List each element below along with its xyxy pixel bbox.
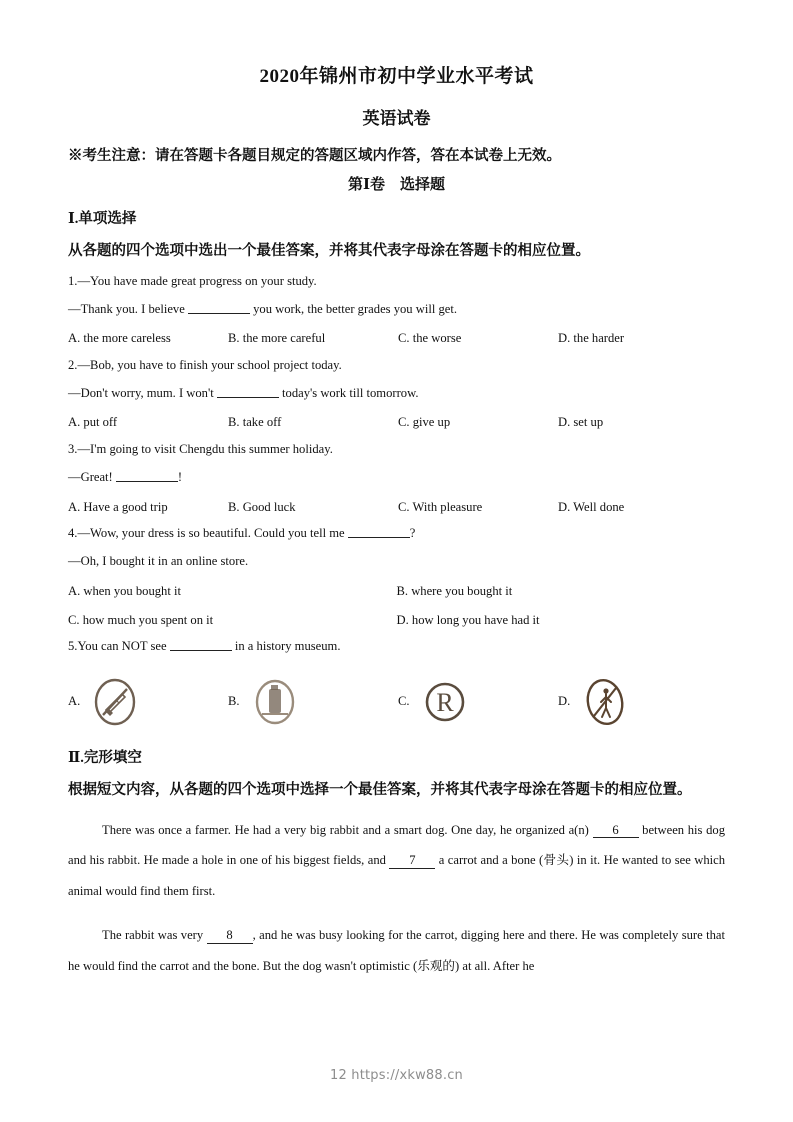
page-subtitle: 英语试卷 (362, 108, 431, 128)
question-4 (68, 515, 725, 628)
picture-option-a-label: A. (68, 694, 81, 709)
option-b[interactable]: B. the more careful (228, 331, 326, 346)
question-3 (68, 431, 725, 515)
option-c[interactable]: C. With pleasure (398, 499, 483, 514)
question-2-line-2 (68, 373, 725, 401)
page-footer: 12 https://xkw88.cn (330, 1068, 463, 1083)
question-3-options (68, 486, 725, 515)
question-5-post: in a history museum. (231, 639, 341, 654)
no-person-entry-sign (582, 677, 628, 727)
cloze-p1-seg3: a carrot and a bone (骨头) in it. He wanted to see which animal would find them first. (68, 853, 726, 898)
option-a[interactable]: A. when you bought it (68, 583, 181, 598)
option-c[interactable]: C. how much you spent on it (68, 612, 214, 627)
cloze-p2-seg1: The rabbit was very (102, 928, 207, 943)
part-title: 第Ⅰ卷 选择题 (347, 177, 446, 194)
section-one-heading: Ⅰ.单项选择 (68, 211, 137, 228)
option-c[interactable]: C. the worse (398, 331, 462, 346)
cloze-paragraph-2 (68, 906, 725, 981)
question-5-line-1 (68, 638, 725, 654)
question-5-picture-options (68, 655, 725, 733)
picture-option-c[interactable] (398, 677, 558, 727)
question-2-options (68, 401, 725, 430)
question-3-line-1: 3.—I'm going to visit Chengdu this summer holiday. (68, 441, 333, 456)
cloze-p2-seg2: , and he was busy looking for the carrot, digging here and there. He was completely sure that he would find the carrot and the bone. But the dog wasn't optimistic (乐观的) at all. After he (68, 928, 725, 973)
question-5 (68, 628, 725, 732)
question-1-line-1: 1.—You have made great progress on your study. (68, 273, 317, 288)
question-3-line-2 (68, 457, 725, 485)
question-1-line-2 (68, 289, 725, 317)
answer-blank[interactable] (170, 639, 232, 651)
no-food-drink-sign (252, 677, 298, 727)
cloze-p1-seg1: There was once a farmer. He had a very big rabbit and a smart dog. One day, he organized a(n) (102, 822, 593, 837)
picture-option-d-label: D. (558, 694, 571, 709)
section-one-instruction: 从各题的四个选项中选出一个最佳答案，并将其代表字母涂在答题卡的相应位置。 (68, 243, 590, 260)
answer-blank[interactable] (188, 302, 250, 314)
option-b[interactable]: B. take off (228, 415, 282, 430)
question-2 (68, 347, 725, 431)
answer-blank[interactable] (116, 470, 178, 482)
option-d[interactable]: D. Well done (558, 499, 625, 514)
svg-text:R: R (435, 687, 454, 717)
option-c[interactable]: C. give up (398, 415, 451, 430)
picture-option-b[interactable] (228, 677, 398, 727)
question-5-pre: 5.You can NOT see (68, 639, 170, 654)
option-d[interactable]: D. set up (558, 415, 604, 430)
question-4-options-row-1 (68, 570, 725, 599)
question-1-line-2-pre: —Thank you. I believe (68, 301, 188, 316)
picture-option-d[interactable] (558, 677, 718, 727)
candidate-notice: ※考生注意：请在答题卡各题目规定的答题区域内作答，答在本试卷上无效。 (68, 148, 561, 165)
question-3-line-2-pre: —Great! (68, 470, 116, 485)
picture-option-a[interactable] (68, 677, 228, 727)
question-3-line-2-post: ! (177, 470, 183, 485)
picture-option-c-label: C. (398, 694, 410, 709)
question-1-line-2-post: you work, the better grades you will get. (249, 301, 458, 316)
option-b[interactable]: B. where you bought it (396, 583, 513, 598)
no-parking-r-sign (422, 677, 468, 727)
answer-blank[interactable] (348, 526, 410, 538)
question-4-line-1-pre: 4.—Wow, your dress is so beautiful. Could you tell me (68, 525, 348, 540)
question-1-options (68, 317, 725, 346)
question-4-line-1-post: ? (409, 525, 416, 540)
option-a[interactable]: A. the more careless (68, 331, 171, 346)
option-a[interactable]: A. Have a good trip (68, 499, 168, 514)
option-b[interactable]: B. Good luck (228, 499, 296, 514)
cloze-blank-6[interactable]: 6 (593, 823, 639, 838)
question-4-line-2: —Oh, I bought it in an online store. (68, 554, 249, 569)
question-4-line-1 (68, 525, 725, 541)
question-2-line-2-pre: —Don't worry, mum. I won't (68, 386, 217, 401)
option-a[interactable]: A. put off (68, 415, 118, 430)
question-1 (68, 263, 725, 347)
cloze-paragraph-1 (68, 801, 725, 906)
cloze-blank-7[interactable]: 7 (389, 853, 435, 868)
section-two-instruction: 根据短文内容，从各题的四个选项中选择一个最佳答案，并将其代表字母涂在答题卡的相应位置。 (68, 781, 692, 798)
page-title: 2020年锦州市初中学业水平考试 (259, 66, 534, 87)
section-two-heading: Ⅱ.完形填空 (68, 749, 142, 766)
no-smoking-sign (92, 677, 138, 727)
option-d[interactable]: D. the harder (558, 331, 625, 346)
question-2-line-2-post: today's work till tomorrow. (278, 386, 419, 401)
question-4-options-row-2 (68, 599, 725, 628)
question-2-line-1: 2.—Bob, you have to finish your school project today. (68, 357, 342, 372)
cloze-blank-8[interactable]: 8 (207, 928, 253, 943)
answer-blank[interactable] (217, 386, 279, 398)
picture-option-b-label: B. (228, 694, 240, 709)
option-d[interactable]: D. how long you have had it (396, 612, 540, 627)
cloze-p1-seg2: between his dog and his rabbit. He made a hole in one of his biggest fields, and (68, 822, 725, 868)
